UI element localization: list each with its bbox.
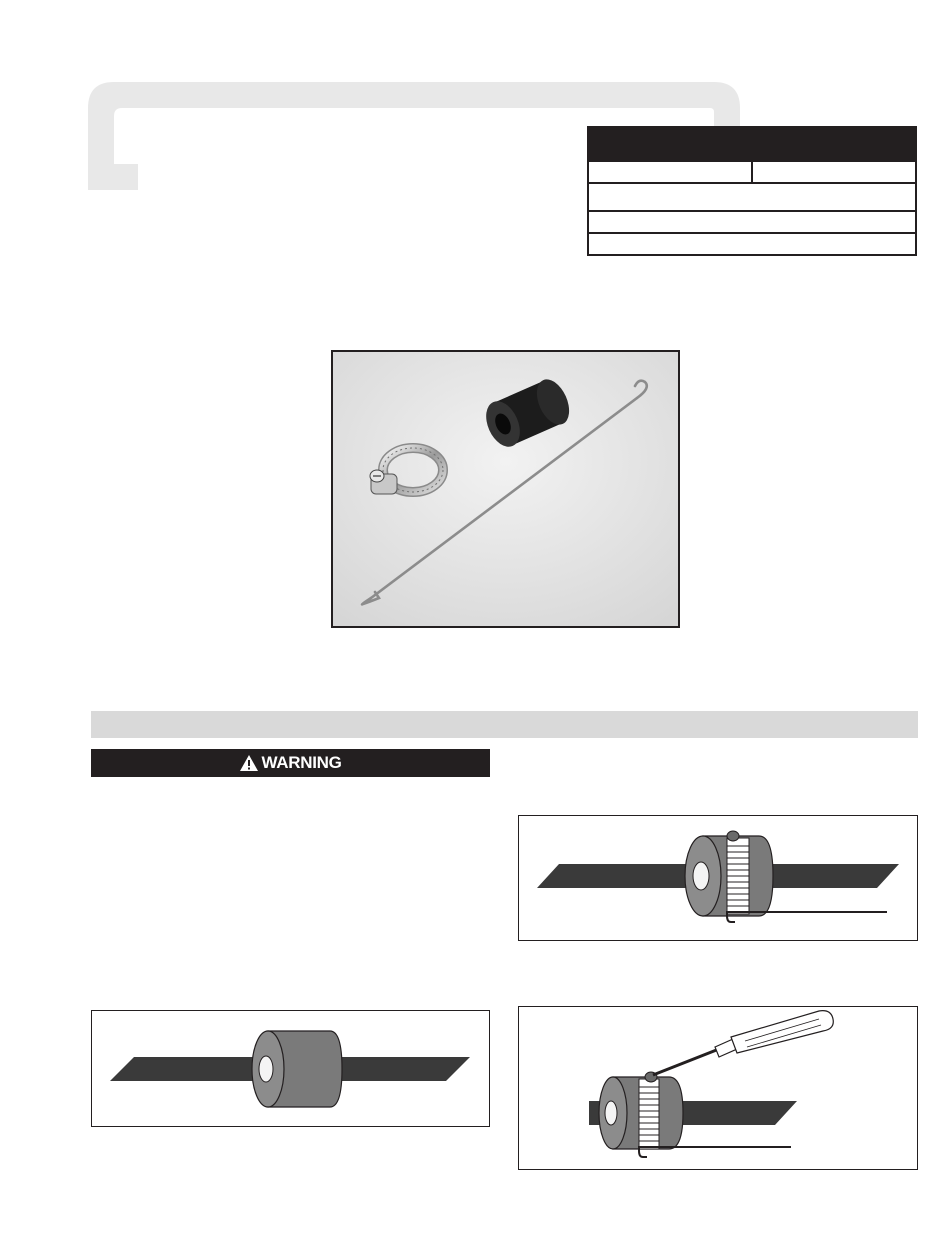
screwdriver-icon (653, 1011, 833, 1075)
spec-table-header (589, 128, 915, 160)
warning-triangle-icon (239, 754, 259, 772)
figure-clamp-on-sleeve (518, 815, 918, 941)
spec-table-row (589, 182, 915, 212)
warning-text: WARNING (261, 753, 342, 772)
figure-tighten-clamp (518, 1006, 918, 1170)
spec-table-row (589, 160, 915, 184)
parts-photo (331, 350, 680, 628)
warning-label (91, 749, 490, 777)
spec-table-row (589, 210, 915, 234)
section-header-bar (91, 711, 918, 738)
spec-table-row (589, 232, 915, 256)
spec-table (587, 126, 917, 256)
figure-sleeve-on-cable (91, 1010, 490, 1127)
